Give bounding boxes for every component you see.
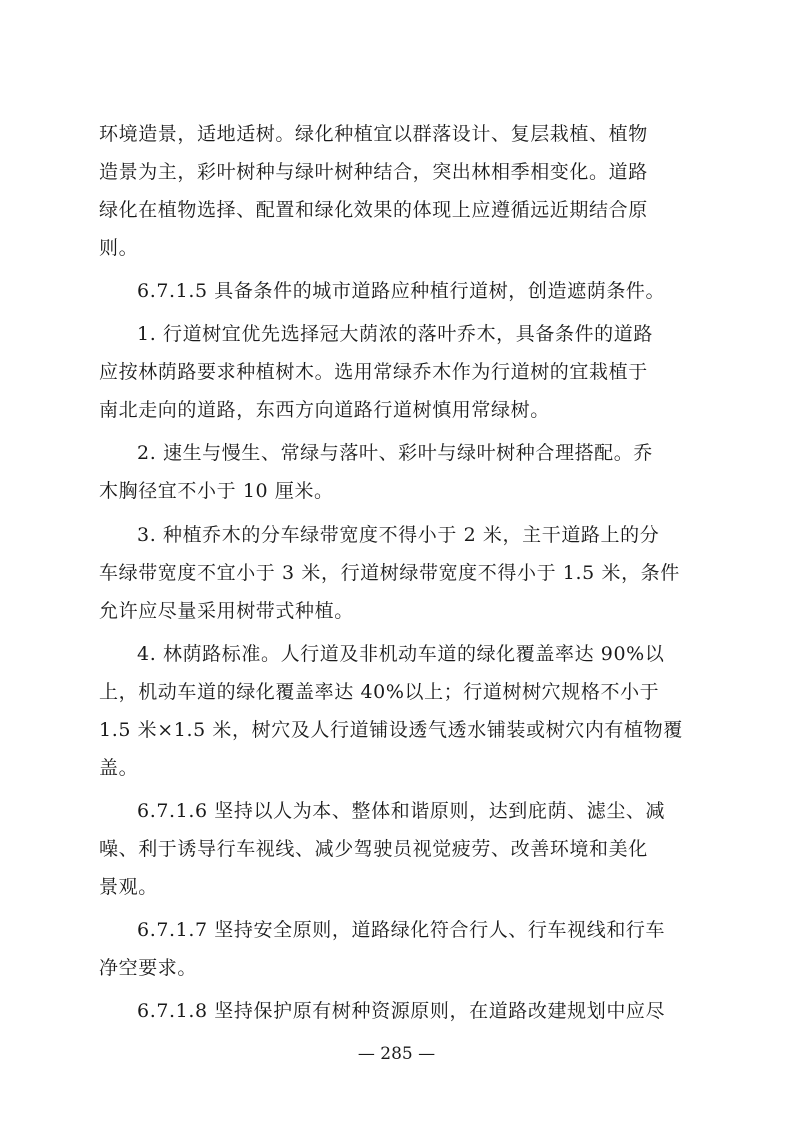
clause-6-7-1-6: 6.7.1.6 坚持以人为本、整体和谐原则，达到庇荫、滤尘、减	[137, 800, 666, 822]
body-text-line: 应按林荫路要求种植树木。选用常绿乔木作为行道树的宜栽植于	[99, 361, 648, 383]
body-text-line: 净空要求。	[99, 957, 198, 979]
clause-6-7-1-5: 6.7.1.5 具备条件的城市道路应种植行道树，创造遮荫条件。	[137, 280, 666, 302]
body-text-line: 木胸径宜不小于 10 厘米。	[99, 480, 334, 502]
body-text-line: 则。	[99, 237, 139, 259]
body-text-line: 环境造景，适地适树。绿化种植宜以群落设计、复层栽植、植物	[99, 123, 648, 145]
body-text-line: 南北走向的道路，东西方向道路行道树慎用常绿树。	[99, 399, 550, 421]
body-text-line: 噪、利于诱导行车视线、减少驾驶员视觉疲劳、改善环境和美化	[99, 838, 648, 860]
body-text-line: 上，机动车道的绿化覆盖率达 40%以上；行道树树穴规格不小于	[99, 681, 660, 703]
body-text-line: 车绿带宽度不宜小于 3 米，行道树绿带宽度不得小于 1.5 米，条件	[99, 562, 680, 584]
list-item-2: 2. 速生与慢生、常绿与落叶、彩叶与绿叶树种合理搭配。乔	[137, 442, 653, 464]
list-item-1: 1. 行道树宜优先选择冠大荫浓的落叶乔木，具备条件的道路	[137, 323, 653, 345]
body-text-line: 1.5 米×1.5 米，树穴及人行道铺设透气透水铺装或树穴内有植物覆	[99, 719, 683, 741]
clause-6-7-1-7: 6.7.1.7 坚持安全原则，道路绿化符合行人、行车视线和行车	[137, 919, 666, 941]
body-text-line: 绿化在植物选择、配置和绿化效果的体现上应遵循远近期结合原	[99, 199, 648, 221]
list-item-4: 4. 林荫路标准。人行道及非机动车道的绿化覆盖率达 90%以	[137, 643, 665, 665]
clause-6-7-1-8: 6.7.1.8 坚持保护原有树种资源原则，在道路改建规划中应尽	[137, 1000, 666, 1022]
page-number: — 285 —	[357, 1044, 436, 1064]
body-text-line: 景观。	[99, 876, 158, 898]
body-text-line: 允许应尽量采用树带式种植。	[99, 600, 354, 622]
body-text-line: 造景为主，彩叶树种与绿叶树种结合，突出林相季相变化。道路	[99, 161, 648, 183]
body-text-line: 盖。	[99, 757, 139, 779]
list-item-3: 3. 种植乔木的分车绿带宽度不得小于 2 米，主干道路上的分	[137, 524, 660, 546]
